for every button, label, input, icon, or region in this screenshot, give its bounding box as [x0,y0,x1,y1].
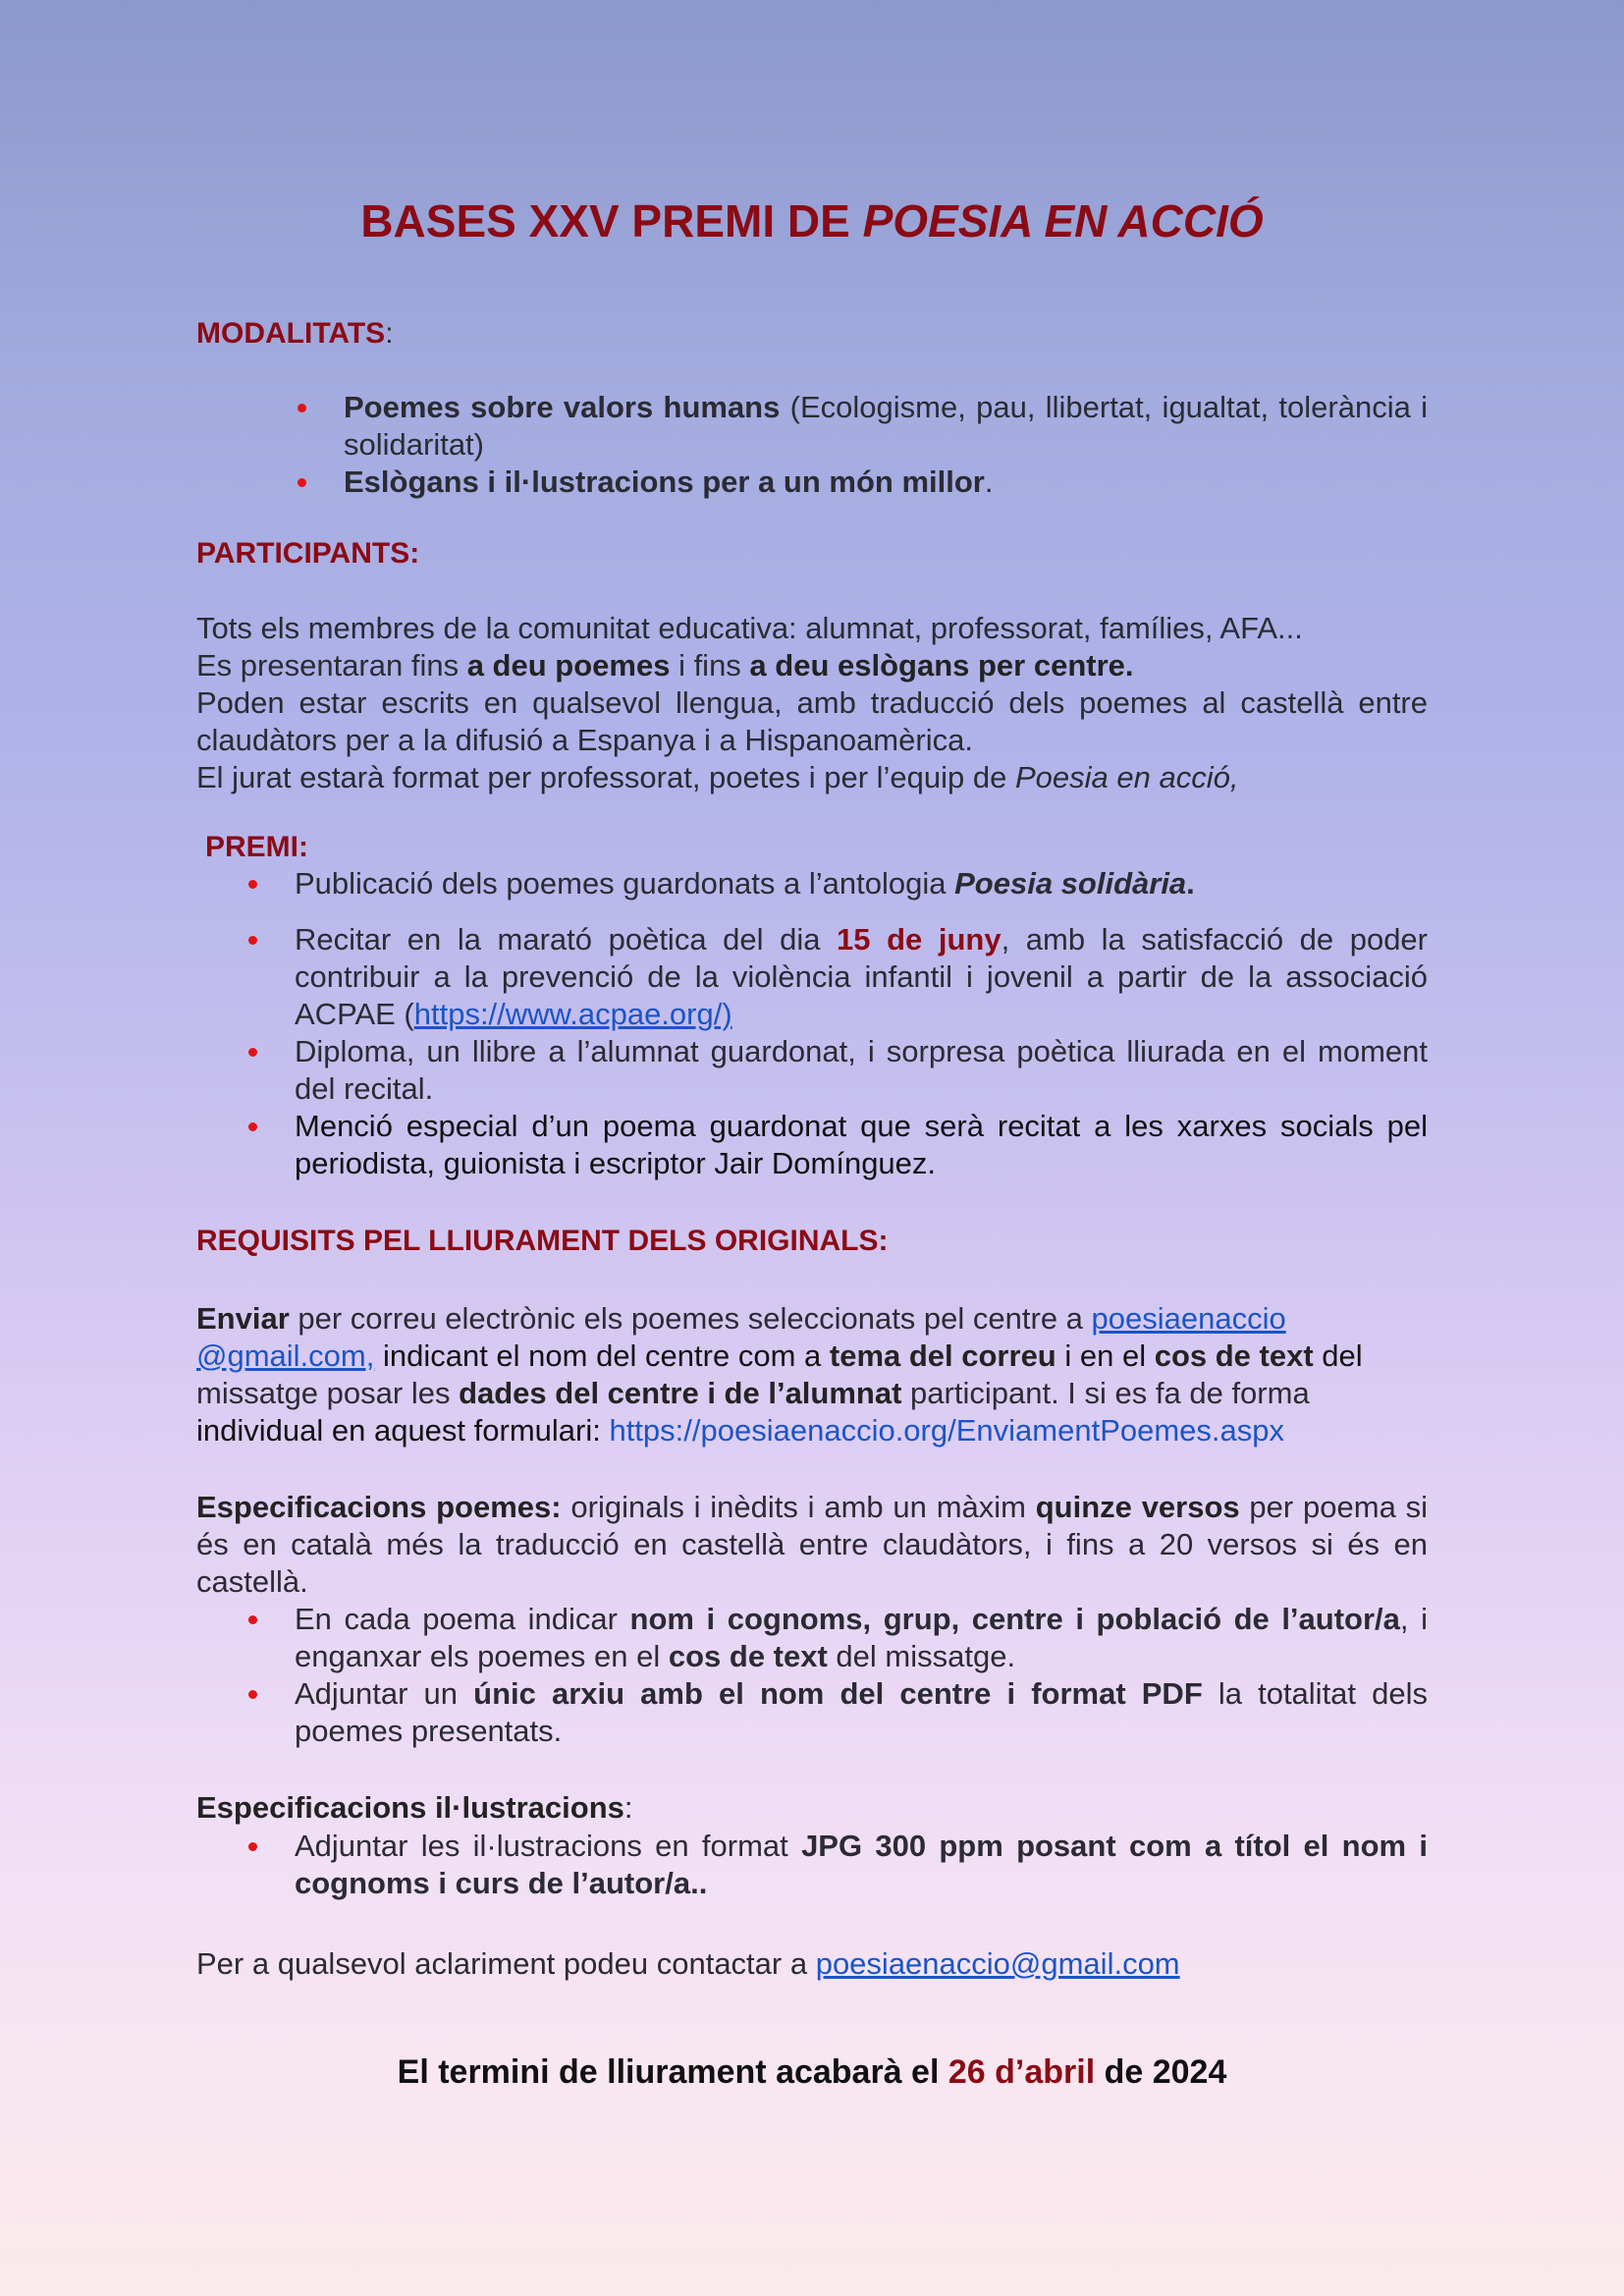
text: Publicació dels poemes guardonats a l’antologia [295,866,955,901]
page-title [0,193,1624,248]
text-bold: tema del correu [829,1339,1056,1373]
poemes-list [295,1601,1428,1750]
premi-heading: PREMI: [205,831,308,863]
requisits-line-2 [196,1338,1463,1375]
form-url-link[interactable]: https://poesiaenaccio.org/EnviamentPoemes.aspx [609,1413,1285,1448]
requisits-line-3 [196,1375,1463,1412]
modalitats-list [344,389,1428,501]
text-bold: JPG 300 ppm posant com a títol el nom i cognoms i curs de l’autor/a.. [295,1829,1428,1900]
text: per poema si és en català més la traducció en castellà entre claudàtors, i fins a 20 versos si és en castellà. [196,1490,1428,1599]
participants-heading: PARTICIPANTS: [196,537,420,570]
participants-line-3: Poden estar escrits en qualsevol llengua, amb traducció dels poemes al castellà entre claudàtors per a la difusió a Espanya i a Hispanoamèrica. [196,685,1428,757]
text: Diploma, un llibre a l’alumnat guardonat, i sorpresa poètica lliurada en el moment del recital. [295,1034,1428,1106]
requisits-line-4 [196,1412,1463,1449]
text: Recitar en la marató poètica del dia [295,922,838,957]
list-item-text: . [984,465,994,499]
text: Per a qualsevol aclariment podeu contactar a [196,1946,816,1981]
text: Adjuntar un [295,1676,474,1711]
bullet-icon [248,1690,257,1699]
list-item [295,1601,1428,1675]
text: missatge posar les [196,1376,460,1410]
bullet-icon [248,1615,257,1624]
text: indicant el nom del centre com a [374,1339,830,1373]
bullet-icon [298,478,306,487]
bullet-icon [248,1048,257,1057]
text: i en el [1056,1339,1155,1373]
contact-line [196,1945,1428,1983]
text: individual en aquest formulari: [196,1413,610,1448]
bullet-icon [298,404,306,412]
bullet-icon [248,880,257,889]
acpae-link[interactable]: https://www.acpae.org/) [413,997,732,1031]
list-item [295,1108,1428,1182]
illus-specs [196,1789,1428,1827]
premi-list [295,865,1428,1182]
participants-line-4 [196,759,1428,796]
list-item [295,1675,1428,1750]
text: , i enganxar els poemes en el [295,1602,1428,1673]
title-main: BASES XXV PREMI DE [360,195,863,246]
text: Menció especial d’un poema guardonat que serà recitat a les xarxes socials pel periodista, guionista i escriptor Jair Domínguez. [295,1109,1428,1180]
text: participant. I si es fa de forma [901,1376,1310,1410]
date-highlight: 15 de juny [837,922,1001,957]
text-bold: . [1186,866,1195,901]
list-item-bold: Poemes sobre valors humans [344,390,781,424]
bullet-icon [248,936,257,945]
list-item [295,865,1428,902]
text: : [623,1790,633,1825]
list-item-text: (Ecologisme, pau, llibertat, igualtat, tolerància i solidaritat) [344,390,1428,462]
modalitats-colon: : [385,317,394,350]
requisits-text [196,1300,1463,1449]
text-bold: Enviar [196,1301,290,1336]
deadline-date: 26 d’abril [947,2053,1096,2091]
text-italic: Poesia en acció, [1015,760,1239,794]
text-bold: nom i cognoms, grup, centre i població de l’autor/a [629,1602,1400,1636]
text: originals i inèdits i amb un màxim [561,1490,1036,1524]
text: la totalitat dels poemes presentats. [295,1676,1428,1748]
participants-line-1: Tots els membres de la comunitat educativa: alumnat, professorat, famílies, AFA... [196,611,1303,645]
list-item-bold: Eslògans i il·lustracions per a un món millor [344,465,985,499]
list-item [295,1033,1428,1108]
poemes-specs-text [196,1489,1428,1601]
text-bold: cos de text [668,1639,828,1673]
text: del [1313,1339,1363,1373]
bullet-icon [248,1122,257,1131]
modalitats-heading-text: MODALITATS [196,317,386,350]
illus-list [295,1828,1428,1902]
text: per correu electrònic els poemes seleccionats pel centre a [289,1301,1092,1336]
requisits-line-1 [196,1300,1463,1338]
text-bold: dades del centre i de l’alumnat [459,1376,902,1410]
illus-label-line [196,1789,1428,1827]
email-link-part2[interactable]: @gmail.com, [196,1339,375,1373]
text-bold: quinze versos [1035,1490,1240,1524]
text: El termini de lliurament acabarà el [397,2053,948,2091]
title-italic: POESIA EN ACCIÓ [862,195,1264,246]
list-item [295,1828,1428,1902]
text: i fins [670,648,750,683]
text: Es presentaran fins [196,648,467,683]
illus-label: Especificacions il·lustracions [196,1790,624,1825]
email-link-part1[interactable]: poesiaenaccio [1091,1301,1286,1336]
text-bold: cos de text [1154,1339,1314,1373]
contact-email-link[interactable]: poesiaenaccio@gmail.com [815,1946,1180,1981]
list-item [344,464,1428,501]
text: El jurat estarà format per professorat, poetes i per l’equip de [196,760,1015,794]
poemes-label: Especificacions poemes: [196,1490,562,1524]
list-item [344,389,1428,464]
text-bold: a deu eslògans per centre. [749,648,1134,683]
bullet-icon [248,1842,257,1851]
text: Adjuntar les il·lustracions en format [295,1829,802,1863]
text-bold: únic arxiu amb el nom del centre i format PDF [473,1676,1203,1711]
text: del missatge. [827,1639,1016,1673]
text-bold: a deu poemes [466,648,671,683]
text: , amb la satisfacció de poder contribuir a la prevenció de la violència infantil i jovenil a partir de la associació ACPAE ( [295,922,1428,1031]
text-bold-italic: Poesia solidària [954,866,1187,901]
participants-line-2 [196,647,1428,684]
requisits-heading: REQUISITS PEL LLIURAMENT DELS ORIGINALS: [196,1225,889,1257]
deadline-footer [0,2051,1624,2093]
list-item [295,921,1428,1033]
participants-text [196,610,1428,796]
contact-text [196,1945,1428,1983]
text: de 2024 [1095,2053,1227,2091]
modalitats-heading [196,315,394,353]
text: En cada poema indicar [295,1602,630,1636]
poemes-specs [196,1489,1428,1601]
